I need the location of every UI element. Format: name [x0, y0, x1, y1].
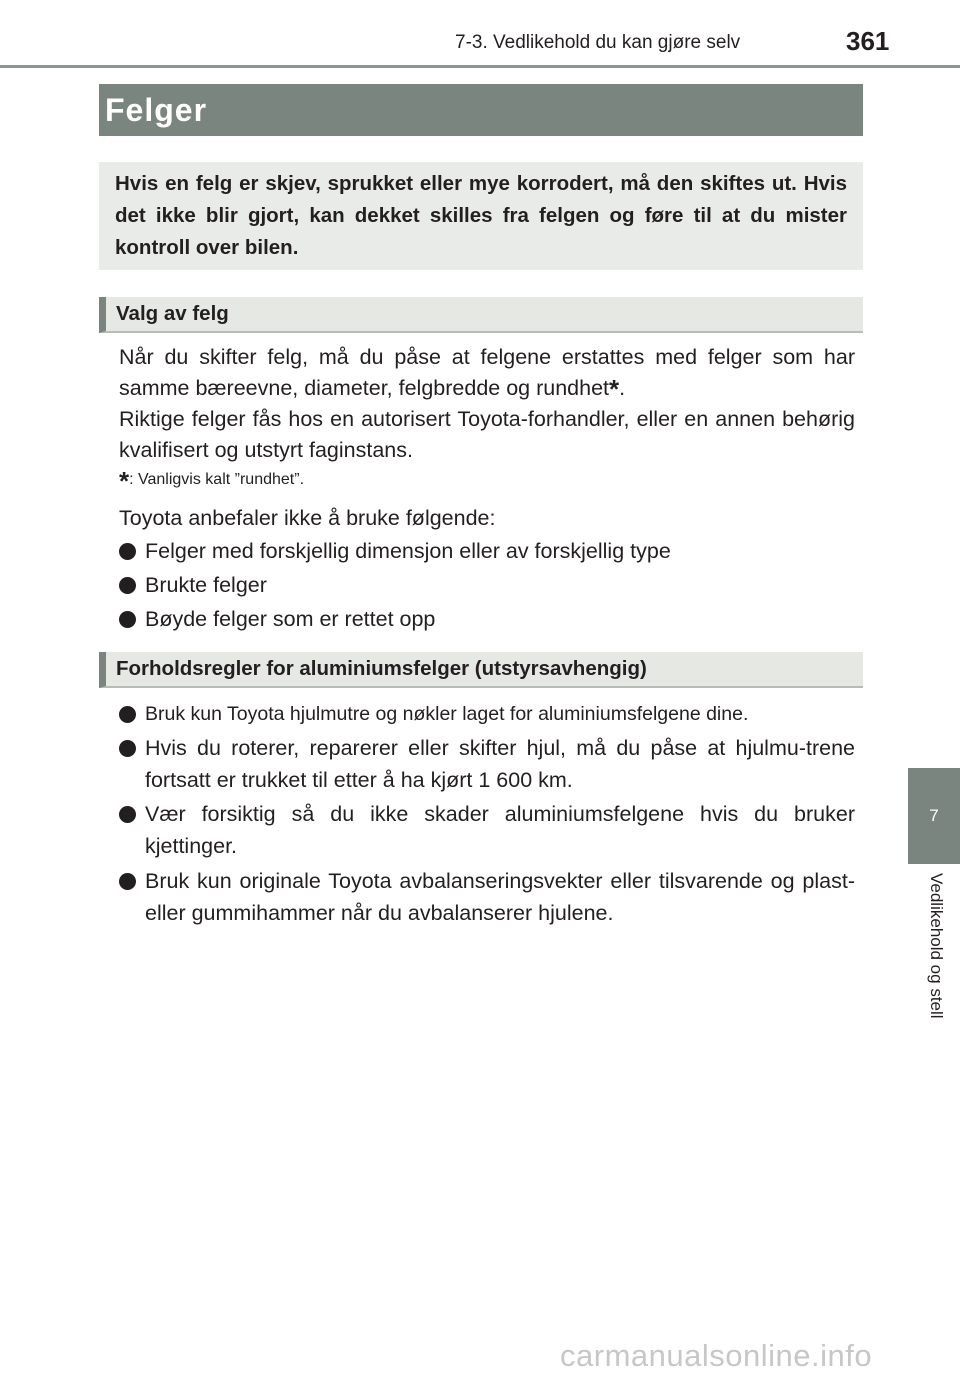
footnote-text: : Vanligvis kalt ”rundhet”. [129, 471, 305, 488]
warning-box [99, 162, 863, 270]
bullet-icon [119, 611, 136, 628]
footnote-star: * [119, 466, 130, 496]
bullet-icon [119, 577, 136, 594]
list-item [119, 535, 855, 567]
list-item [119, 798, 855, 862]
section-heading-aluminiumsfelger: Forholdsregler for aluminiumsfelger (utstyrsavhengig) [99, 652, 863, 688]
bullet-icon [119, 706, 136, 723]
section-heading-valg-av-felg: Valg av felg [99, 297, 863, 333]
list-item-text: Hvis du roterer, reparerer eller skifter hjul, må du påse at hjulmu-trene fortsatt er trukket til etter å ha kjørt 1 600 km. [145, 736, 855, 792]
paragraph-1-end: . [619, 376, 626, 400]
bullet-icon [119, 543, 136, 560]
list-item [119, 569, 855, 601]
list-item-text: Bruk kun Toyota hjulmutre og nøkler laget for aluminiumsfelgene dine. [145, 703, 749, 725]
section1-paragraph-1 [119, 342, 855, 404]
paragraph-1-text: Når du skifter felg, må du påse at felgene erstattes med felger som har samme bæreevne, diameter, felgbredde og rundhet [119, 345, 855, 400]
list-item [119, 865, 855, 929]
warning-text: Hvis en felg er skjev, sprukket eller mye korrodert, må den skiftes ut. Hvis det ikke blir gjort, kan dekket skilles fra felgen og føre til at du mister kontroll over bilen. [115, 172, 847, 259]
bullet-icon [119, 806, 136, 823]
list-item-text: Brukte felger [145, 573, 267, 597]
watermark: carmanualsonline.info [560, 1338, 873, 1373]
list-item [119, 603, 855, 635]
header-section-title: 7-3. Vedlikehold du kan gjøre selv [455, 32, 741, 53]
list-item-text: Vær forsiktig så du ikke skader aluminiumsfelgene hvis du bruker kjettinger. [145, 802, 855, 858]
header-divider [0, 65, 960, 68]
chapter-label: Vedlikehold og stell [927, 873, 946, 1019]
bullet-icon [119, 740, 136, 757]
footnote-marker: * [609, 374, 620, 404]
list-item-text: Felger med forskjellig dimensjon eller av forskjellig type [145, 539, 671, 563]
list-item-text: Bøyde felger som er rettet opp [145, 607, 436, 631]
page-title: Felger [99, 84, 863, 136]
list-item [119, 698, 855, 730]
chapter-tab: 7 [908, 768, 960, 864]
page-number: 361 [846, 26, 890, 56]
list-item [119, 732, 855, 796]
footnote [119, 466, 304, 497]
section1-intro: Toyota anbefaler ikke å bruke følgende: [119, 506, 496, 530]
section1-paragraph-2: Riktige felger fås hos en autorisert Toyota-forhandler, eller en annen behørig kvalifisert og utstyrt faginstans. [119, 407, 855, 462]
list-item-text: Bruk kun originale Toyota avbalanseringsvekter eller tilsvarende og plast- eller gummihammer når du avbalanserer hjulene. [145, 869, 855, 925]
bullet-icon [119, 873, 136, 890]
